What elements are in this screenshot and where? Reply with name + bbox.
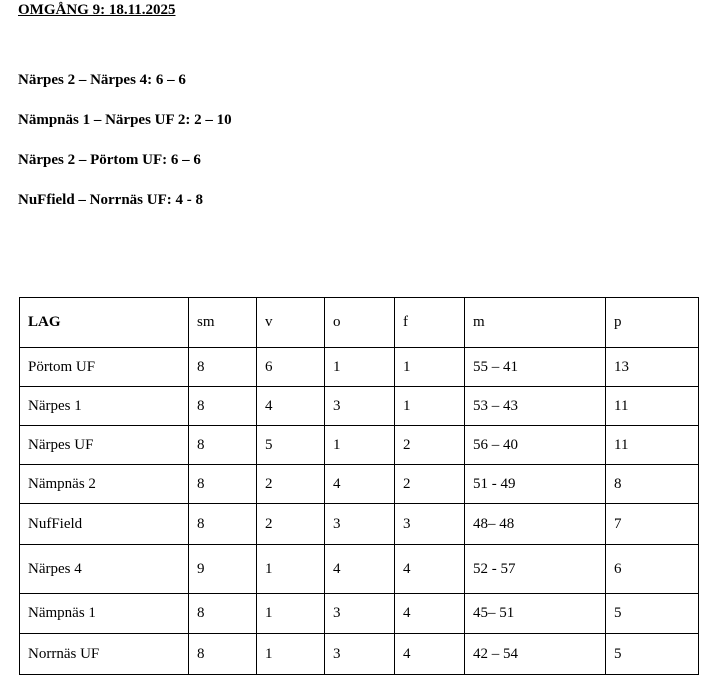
cell-team: Pörtom UF <box>20 348 189 387</box>
cell-draws: 1 <box>325 426 395 465</box>
table-row <box>20 387 699 426</box>
cell-draws: 4 <box>325 545 395 594</box>
cell-team: NufField <box>20 504 189 545</box>
cell-losses: 4 <box>395 594 465 634</box>
table-row <box>20 634 699 675</box>
cell-losses: 4 <box>395 545 465 594</box>
header-wins: v <box>257 298 325 348</box>
cell-played: 8 <box>189 426 257 465</box>
cell-draws: 3 <box>325 387 395 426</box>
cell-wins: 2 <box>257 465 325 504</box>
table-row <box>20 594 699 634</box>
cell-team: Närpes 4 <box>20 545 189 594</box>
cell-draws: 3 <box>325 594 395 634</box>
cell-score: 52 - 57 <box>465 545 606 594</box>
cell-team: Nämpnäs 2 <box>20 465 189 504</box>
cell-score: 48– 48 <box>465 504 606 545</box>
header-points: p <box>606 298 699 348</box>
cell-played: 9 <box>189 545 257 594</box>
cell-team: Närpes UF <box>20 426 189 465</box>
cell-score: 42 – 54 <box>465 634 606 675</box>
cell-score: 45– 51 <box>465 594 606 634</box>
cell-losses: 2 <box>395 465 465 504</box>
cell-team: Norrnäs UF <box>20 634 189 675</box>
cell-points: 7 <box>606 504 699 545</box>
cell-points: 11 <box>606 426 699 465</box>
cell-draws: 3 <box>325 634 395 675</box>
match-result: NuFfield – Norrnäs UF: 4 - 8 <box>18 192 203 208</box>
cell-points: 5 <box>606 634 699 675</box>
table-header-row <box>20 298 699 348</box>
cell-score: 56 – 40 <box>465 426 606 465</box>
cell-draws: 1 <box>325 348 395 387</box>
cell-losses: 1 <box>395 348 465 387</box>
cell-wins: 1 <box>257 634 325 675</box>
cell-losses: 4 <box>395 634 465 675</box>
cell-score: 55 – 41 <box>465 348 606 387</box>
cell-draws: 3 <box>325 504 395 545</box>
table-row <box>20 465 699 504</box>
cell-played: 8 <box>189 348 257 387</box>
cell-score: 53 – 43 <box>465 387 606 426</box>
cell-losses: 2 <box>395 426 465 465</box>
cell-played: 8 <box>189 594 257 634</box>
table-row <box>20 348 699 387</box>
match-result: Närpes 2 – Pörtom UF: 6 – 6 <box>18 152 201 168</box>
cell-draws: 4 <box>325 465 395 504</box>
cell-score: 51 - 49 <box>465 465 606 504</box>
cell-wins: 2 <box>257 504 325 545</box>
header-played: sm <box>189 298 257 348</box>
cell-points: 5 <box>606 594 699 634</box>
cell-wins: 4 <box>257 387 325 426</box>
cell-played: 8 <box>189 387 257 426</box>
cell-team: Närpes 1 <box>20 387 189 426</box>
cell-points: 13 <box>606 348 699 387</box>
cell-wins: 1 <box>257 594 325 634</box>
header-draws: o <box>325 298 395 348</box>
match-result: Närpes 2 – Närpes 4: 6 – 6 <box>18 72 186 88</box>
cell-points: 11 <box>606 387 699 426</box>
standings-table <box>19 297 699 675</box>
cell-played: 8 <box>189 504 257 545</box>
cell-points: 8 <box>606 465 699 504</box>
header-team: LAG <box>20 298 189 348</box>
cell-played: 8 <box>189 634 257 675</box>
page-title: OMGÅNG 9: 18.11.2025 <box>18 2 176 18</box>
cell-wins: 1 <box>257 545 325 594</box>
table-row <box>20 426 699 465</box>
cell-played: 8 <box>189 465 257 504</box>
cell-points: 6 <box>606 545 699 594</box>
header-losses: f <box>395 298 465 348</box>
header-score: m <box>465 298 606 348</box>
cell-losses: 1 <box>395 387 465 426</box>
table-row <box>20 504 699 545</box>
table-row <box>20 545 699 594</box>
cell-wins: 5 <box>257 426 325 465</box>
cell-wins: 6 <box>257 348 325 387</box>
cell-losses: 3 <box>395 504 465 545</box>
match-result: Nämpnäs 1 – Närpes UF 2: 2 – 10 <box>18 112 232 128</box>
cell-team: Nämpnäs 1 <box>20 594 189 634</box>
